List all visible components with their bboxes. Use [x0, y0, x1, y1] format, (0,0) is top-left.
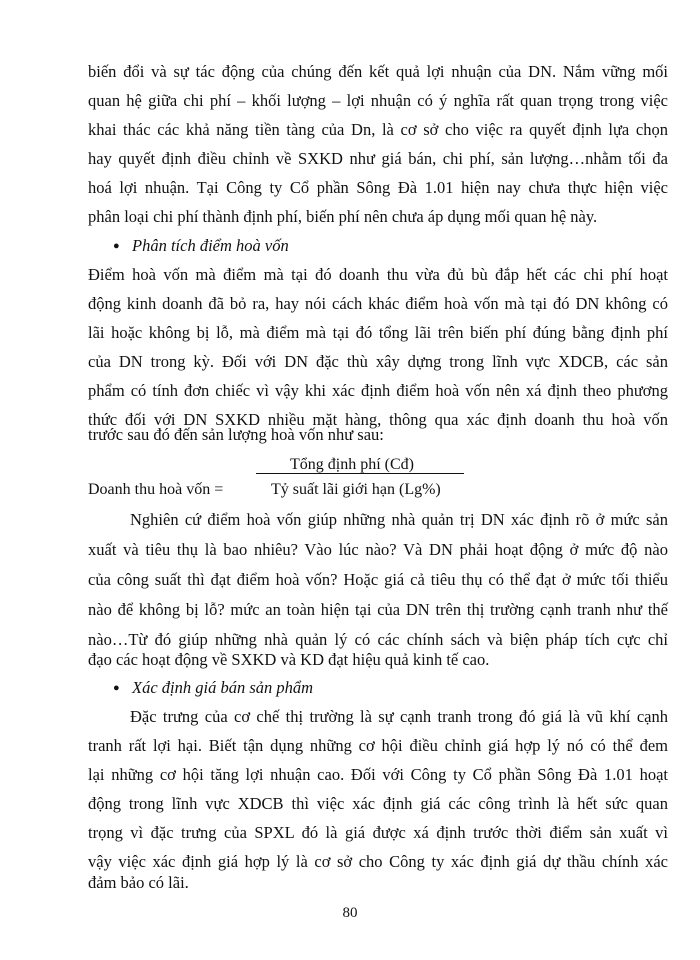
paragraph-line: trước sau đó đến sản lượng hoà vốn như sau: [88, 425, 384, 444]
paragraph-line: Đặc trưng của cơ chế thị trường là sự cạnh tranh trong đó giá là vũ khí cạnh [130, 707, 668, 726]
bullet-dot-icon: ● [113, 682, 120, 694]
paragraph-line: Điểm hoà vốn mà điểm mà tại đó doanh thu vừa đủ bù đắp hết các chi phí hoạt [88, 265, 668, 284]
paragraph-line: phẩm có tính đơn chiếc vì vậy khi xác định điểm hoà vốn nên xá định theo phương [88, 381, 668, 400]
paragraph-line: thức đối với DN SXKD nhiều mặt hàng, thông qua xác định doanh thu hoà vốn [88, 410, 668, 429]
paragraph-line: lại những cơ hội tăng lợi nhuận cao. Đối với Công ty Cổ phần Sông Đà 1.01 hoạt [88, 765, 668, 784]
paragraph-line: khai thác các khả năng tiền tàng của Dn, là cơ sở cho việc ra quyết định lựa chọn [88, 120, 668, 139]
paragraph-line: trọng vì đặc trưng của SPXL đó là giá được xá định trước thời điểm sản xuất vì [88, 823, 668, 842]
formula-denominator: Tỷ suất lãi giới hạn (Lg%) [271, 481, 441, 498]
formula-numerator: Tổng định phí (Cđ) [290, 456, 414, 473]
paragraph-line: nào để không bị lỗ? mức an toàn hiện tại của DN trên thị trường cạnh tranh như thế [88, 600, 668, 619]
paragraph-line: động kinh doanh đã bỏ ra, hay nói cách khác điểm hoà vốn mà tại đó DN không có [88, 294, 668, 313]
page-number: 80 [342, 905, 358, 921]
paragraph-line: vậy việc xác định giá hợp lý là cơ sở cho Công ty xác định giá dự thầu chính xác [88, 852, 668, 871]
section-heading-pricing: Xác định giá bán sản phẩm [132, 678, 314, 697]
paragraph-line: quan hệ giữa chi phí – khối lượng – lợi nhuận có ý nghĩa rất quan trọng trong việc [88, 91, 668, 110]
paragraph-line: biến đổi và sự tác động của chúng đến kết quả lợi nhuận của DN. Nắm vững mối [88, 62, 668, 81]
paragraph-line: đạo các hoạt động về SXKD và KD đạt hiệu quả kinh tế cao. [88, 650, 490, 669]
formula-label: Doanh thu hoà vốn = [88, 481, 224, 498]
paragraph-line: hay quyết định điều chỉnh về SXKD như giá bán, chi phí, sản lượng…nhằm tối đa [88, 149, 668, 168]
paragraph-line: xuất và tiêu thụ là bao nhiêu? Vào lúc nào? Và DN phải hoạt động ở mức độ nào [88, 540, 668, 559]
paragraph-line: lãi hoặc không bị lỗ, mà điểm mà tại đó tổng lãi trên biến phí đúng bằng định phí [88, 323, 668, 342]
paragraph-line: hoá lợi nhuận. Tại Công ty Cổ phần Sông Đà 1.01 hiện nay chưa thực hiện việc [88, 178, 668, 197]
bullet-dot-icon: ● [113, 240, 120, 252]
fraction-bar [256, 473, 464, 474]
paragraph-line: phân loại chi phí thành định phí, biến phí nên chưa áp dụng mối quan hệ này. [88, 207, 598, 226]
paragraph-line: của công suất thì đạt điểm hoà vốn? Hoặc giá cả tiêu thụ có thể đạt ở mức tối thiểu [88, 570, 668, 589]
paragraph-line: Nghiên cứ điểm hoà vốn giúp những nhà quản trị DN xác định rõ ở mức sản [130, 510, 668, 529]
paragraph-line: động trong lĩnh vực XDCB thì việc xác định giá các công trình là hết sức quan [88, 794, 668, 813]
paragraph-line: của DN trong kỳ. Đối với DN đặc thù xây dựng trong lĩnh vực XDCB, các sản [88, 352, 668, 371]
paragraph-line: tranh rất lợi hại. Biết tận dụng những cơ hội điều chỉnh giá hợp lý nó có thể đem [88, 736, 668, 755]
section-heading-breakeven: Phân tích điểm hoà vốn [132, 236, 289, 255]
paragraph-line: nào…Từ đó giúp những nhà quản lý có các chính sách và biện pháp tích cực chỉ [88, 630, 668, 649]
paragraph-line: đảm bảo có lãi. [88, 873, 189, 892]
